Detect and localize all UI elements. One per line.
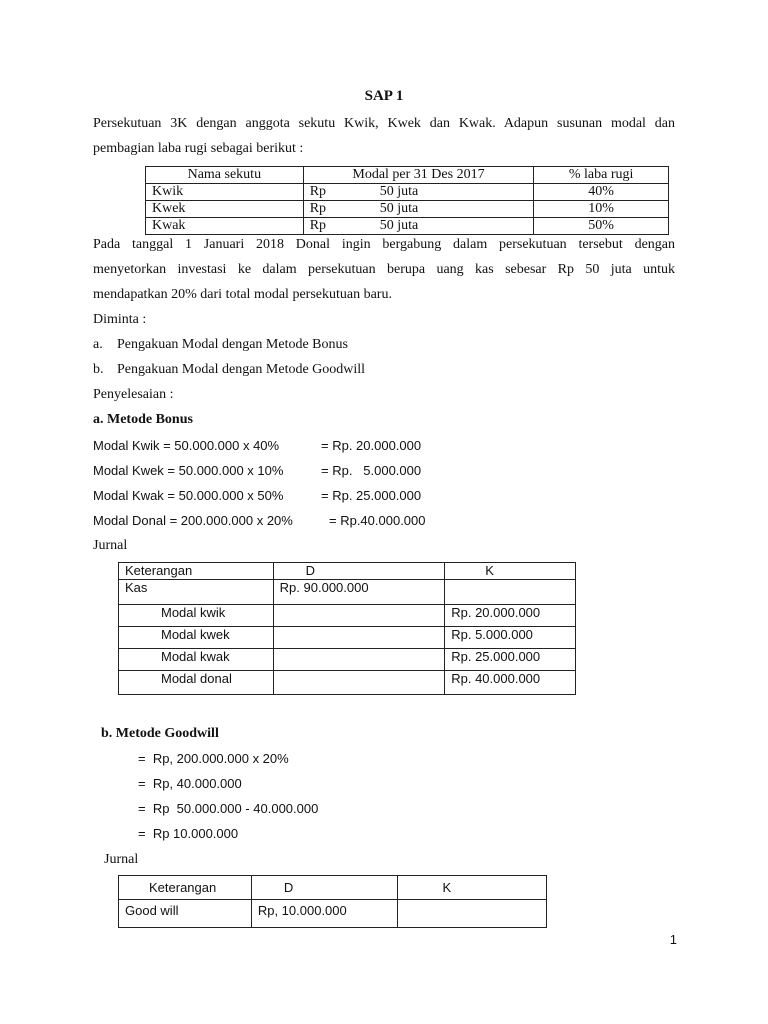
table-header-row — [146, 167, 669, 184]
partner-capital — [303, 201, 534, 218]
header-keterangan: Keterangan — [119, 563, 274, 580]
amount: 50 juta — [379, 184, 419, 199]
list-item — [93, 332, 348, 357]
account: Modal donal — [119, 671, 274, 695]
table-row — [119, 900, 547, 928]
bonus-journal-table — [118, 562, 576, 695]
header-modal: Modal per 31 Des 2017 — [303, 167, 534, 184]
list-text: Pengakuan Modal dengan Metode Bonus — [117, 337, 348, 352]
goodwill-calc-line: = Rp, 40.000.000 — [138, 776, 242, 791]
table-row — [119, 605, 576, 627]
credit: Rp. 25.000.000 — [445, 649, 576, 671]
table-row — [146, 201, 669, 218]
amount: 50 juta — [379, 218, 419, 233]
partner-name: Kwek — [146, 201, 304, 218]
header-nama-sekutu: Nama sekutu — [146, 167, 304, 184]
header-debit: D — [251, 876, 398, 900]
account: Modal kwik — [119, 605, 274, 627]
bonus-calc-line — [93, 433, 421, 458]
partners-table — [145, 166, 669, 235]
table-row — [119, 671, 576, 695]
calc-left: Modal Kwak = 50.000.000 x 50% — [93, 488, 284, 503]
intro-line-2: pembagian laba rugi sebagai berikut : — [93, 141, 304, 156]
bonus-heading: a. Metode Bonus — [93, 412, 193, 427]
partner-capital — [303, 184, 534, 201]
table-row — [119, 580, 576, 605]
header-debit: D — [273, 563, 445, 580]
account: Modal kwek — [119, 627, 274, 649]
header-laba-rugi: % laba rugi — [534, 167, 669, 184]
header-keterangan: Keterangan — [119, 876, 252, 900]
account: Kas — [119, 580, 274, 605]
partner-name: Kwak — [146, 218, 304, 235]
calc-left: Modal Kwek = 50.000.000 x 10% — [93, 463, 284, 478]
header-kredit: K — [445, 563, 576, 580]
diminta-label: Diminta : — [93, 312, 147, 327]
calc-left: Modal Kwik = 50.000.000 x 40% — [93, 438, 280, 453]
table-row — [119, 627, 576, 649]
bonus-calc-line — [93, 458, 421, 483]
goodwill-heading: b. Metode Goodwill — [101, 726, 219, 741]
amount: 50 juta — [379, 201, 419, 216]
list-item — [93, 357, 365, 382]
currency: Rp — [309, 218, 327, 233]
case-line-1: Pada tanggal 1 Januari 2018 Donal ingin bergabung dalam persekutuan tersebut dengan — [93, 237, 675, 252]
list-text: Pengakuan Modal dengan Metode Goodwill — [117, 362, 366, 377]
table-header-row — [119, 563, 576, 580]
account: Good will — [119, 900, 252, 928]
intro-line-1: Persekutuan 3K dengan anggota sekutu Kwik, Kwek dan Kwak. Adapun susunan modal dan — [93, 116, 675, 131]
goodwill-journal-table — [118, 875, 547, 928]
list-marker: a. — [93, 337, 103, 352]
credit: Rp. 5.000.000 — [445, 627, 576, 649]
currency: Rp — [309, 184, 327, 199]
calc-right: = Rp. 20.000.000 — [321, 438, 422, 453]
debit — [273, 671, 445, 695]
debit — [273, 649, 445, 671]
partner-percent: 50% — [534, 218, 669, 235]
goodwill-calc-line: = Rp 50.000.000 - 40.000.000 — [138, 801, 319, 816]
credit — [445, 580, 576, 605]
credit: Rp. 40.000.000 — [445, 671, 576, 695]
penyelesaian-label: Penyelesaian : — [93, 387, 174, 402]
currency: Rp — [309, 201, 327, 216]
account: Modal kwak — [119, 649, 274, 671]
debit: Rp, 10.000.000 — [251, 900, 398, 928]
partner-percent: 40% — [534, 184, 669, 201]
calc-left: Modal Donal = 200.000.000 x 20% — [93, 513, 293, 528]
case-line-3: mendapatkan 20% dari total modal persekutuan baru. — [93, 287, 392, 302]
calc-right: = Rp. 5.000.000 — [321, 463, 422, 478]
debit — [273, 627, 445, 649]
goodwill-calc-line: = Rp 10.000.000 — [138, 826, 239, 841]
case-line-2: menyetorkan investasi ke dalam persekutuan berupa uang kas sebesar Rp 50 juta untuk — [93, 262, 675, 277]
list-marker: b. — [93, 362, 104, 377]
partner-name: Kwik — [146, 184, 304, 201]
calc-right: = Rp. 25.000.000 — [321, 488, 422, 503]
table-header-row — [119, 876, 547, 900]
partner-percent: 10% — [534, 201, 669, 218]
debit: Rp. 90.000.000 — [273, 580, 445, 605]
bonus-calc-line — [93, 483, 421, 508]
debit — [273, 605, 445, 627]
bonus-calc-line — [93, 508, 426, 533]
goodwill-calc-line: = Rp, 200.000.000 x 20% — [138, 751, 289, 766]
header-kredit: K — [398, 876, 547, 900]
page-title: SAP 1 — [364, 88, 404, 104]
page-number: 1 — [669, 932, 677, 947]
credit — [398, 900, 547, 928]
jurnal-label: Jurnal — [93, 538, 128, 553]
table-row — [146, 184, 669, 201]
jurnal-label: Jurnal — [104, 852, 139, 867]
calc-right: = Rp.40.000.000 — [329, 513, 426, 528]
credit: Rp. 20.000.000 — [445, 605, 576, 627]
table-row — [119, 649, 576, 671]
